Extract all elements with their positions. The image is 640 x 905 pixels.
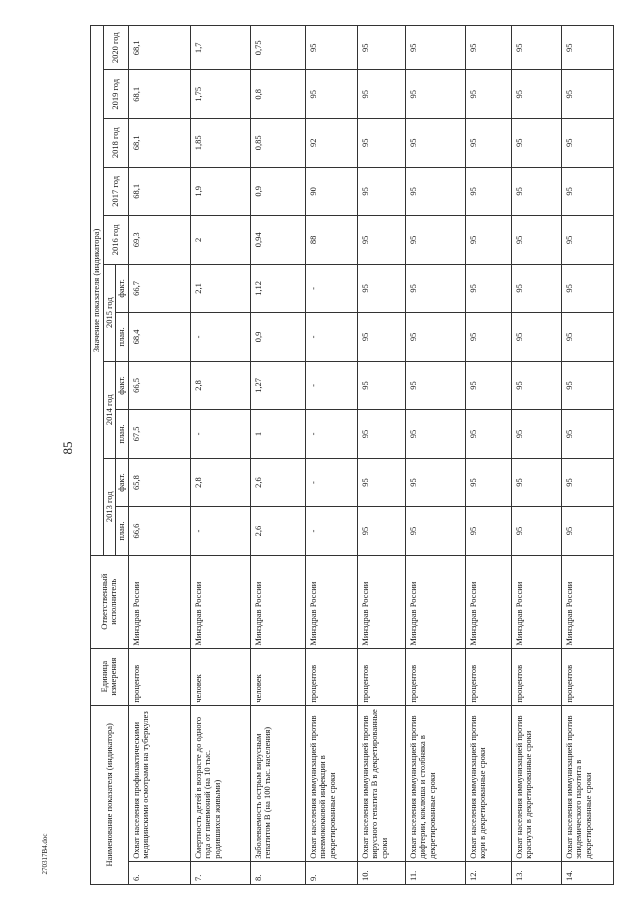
- value-cell: 0,75: [250, 26, 305, 71]
- header-plan-2013: план.: [116, 507, 129, 556]
- row-number: 12.: [465, 861, 511, 884]
- table-row: [357, 26, 405, 885]
- unit-cell: процентов: [305, 648, 357, 705]
- row-number: 9.: [305, 861, 357, 884]
- value-cell: 95: [561, 361, 613, 410]
- value-cell: 95: [357, 167, 405, 216]
- responsible-cell: Минздрав России: [561, 555, 613, 648]
- value-cell: 95: [561, 458, 613, 507]
- value-cell: 1,7: [190, 26, 250, 71]
- responsible-cell: Минздрав России: [357, 555, 405, 648]
- value-cell: 95: [511, 26, 561, 71]
- value-cell: 2: [190, 216, 250, 265]
- header-year-2017: 2017 год: [103, 167, 128, 216]
- header-fact-2015: факт.: [116, 264, 129, 313]
- value-cell: -: [190, 313, 250, 362]
- value-cell: 69,3: [128, 216, 190, 265]
- value-cell: 95: [357, 70, 405, 119]
- value-cell: 0,85: [250, 119, 305, 168]
- responsible-cell: Минздрав России: [250, 555, 305, 648]
- header-year-2016: 2016 год: [103, 216, 128, 265]
- value-cell: -: [305, 264, 357, 313]
- value-cell: 95: [465, 361, 511, 410]
- value-cell: 95: [465, 70, 511, 119]
- indicator-name: Охват населения профилактическими медицинскими осмотрами на туберкулез: [128, 705, 190, 861]
- unit-cell: процентов: [405, 648, 465, 705]
- unit-cell: человек: [190, 648, 250, 705]
- header-fact-2013: факт.: [116, 458, 129, 507]
- value-cell: 95: [405, 361, 465, 410]
- indicator-name: Смертность детей в возрасте до одного года от пневмоний (на 10 тыс. родившихся живыми): [190, 705, 250, 861]
- value-cell: 95: [465, 458, 511, 507]
- value-cell: 95: [511, 507, 561, 556]
- table-row: [190, 26, 250, 885]
- header-unit: Единица измерения: [91, 648, 129, 705]
- row-number: 10.: [357, 861, 405, 884]
- value-cell: 95: [561, 26, 613, 71]
- value-cell: 95: [561, 167, 613, 216]
- value-cell: 95: [357, 264, 405, 313]
- value-cell: 68,1: [128, 119, 190, 168]
- value-cell: 95: [405, 70, 465, 119]
- unit-cell: процентов: [357, 648, 405, 705]
- value-cell: 95: [405, 313, 465, 362]
- value-cell: 95: [465, 119, 511, 168]
- table-row: [465, 26, 511, 885]
- row-number: 11.: [405, 861, 465, 884]
- value-cell: 95: [405, 507, 465, 556]
- responsible-cell: Минздрав России: [305, 555, 357, 648]
- value-cell: 68,1: [128, 70, 190, 119]
- table-row: [305, 26, 357, 885]
- value-cell: 0,8: [250, 70, 305, 119]
- table-row: [511, 26, 561, 885]
- value-cell: 1,85: [190, 119, 250, 168]
- value-cell: 95: [357, 313, 405, 362]
- value-cell: 88: [305, 216, 357, 265]
- row-number: 14.: [561, 861, 613, 884]
- table-row: [250, 26, 305, 885]
- header-year-2013: 2013 год: [103, 458, 116, 555]
- value-cell: -: [190, 507, 250, 556]
- indicator-name: Охват населения иммунизацией против вирусного гепатита B в декретированные сроки: [357, 705, 405, 861]
- table-row: [561, 26, 613, 885]
- value-cell: 1: [250, 410, 305, 459]
- header-plan-2014: план.: [116, 410, 129, 459]
- header-indicator-name: Наименование показателя (индикатора): [91, 705, 129, 884]
- value-cell: 95: [405, 410, 465, 459]
- indicator-name: Охват населения иммунизацией против кори в декретированные сроки: [465, 705, 511, 861]
- indicator-table: [90, 25, 614, 885]
- value-cell: 66,6: [128, 507, 190, 556]
- value-cell: 67,5: [128, 410, 190, 459]
- responsible-cell: Минздрав России: [190, 555, 250, 648]
- value-cell: -: [190, 410, 250, 459]
- indicator-rows: [128, 26, 613, 885]
- value-cell: 68,1: [128, 26, 190, 71]
- value-cell: 95: [405, 458, 465, 507]
- value-cell: 95: [465, 507, 511, 556]
- value-cell: 95: [405, 119, 465, 168]
- value-cell: -: [305, 458, 357, 507]
- value-cell: 0,9: [250, 313, 305, 362]
- value-cell: 1,75: [190, 70, 250, 119]
- value-cell: 68,4: [128, 313, 190, 362]
- value-cell: 95: [405, 167, 465, 216]
- value-cell: 95: [511, 458, 561, 507]
- page-number: 85: [60, 441, 75, 455]
- value-cell: 0,94: [250, 216, 305, 265]
- value-cell: 95: [405, 216, 465, 265]
- responsible-cell: Минздрав России: [128, 555, 190, 648]
- value-cell: 95: [357, 26, 405, 71]
- value-cell: 95: [305, 26, 357, 71]
- value-cell: 92: [305, 119, 357, 168]
- unit-cell: процентов: [128, 648, 190, 705]
- value-cell: 68,1: [128, 167, 190, 216]
- responsible-cell: Минздрав России: [511, 555, 561, 648]
- table-row: [405, 26, 465, 885]
- value-cell: 95: [561, 313, 613, 362]
- value-cell: 95: [405, 264, 465, 313]
- header-year-2015: 2015 год: [103, 264, 116, 361]
- value-cell: 2,1: [190, 264, 250, 313]
- value-cell: 95: [357, 119, 405, 168]
- row-number: 13.: [511, 861, 561, 884]
- row-number: 7.: [190, 861, 250, 884]
- indicator-name: Охват населения иммунизацией против дифтерии, коклюша и столбняка в декретированные сроки: [405, 705, 465, 861]
- value-cell: 95: [561, 410, 613, 459]
- responsible-cell: Минздрав России: [465, 555, 511, 648]
- row-number: 8.: [250, 861, 305, 884]
- value-cell: 95: [465, 313, 511, 362]
- value-cell: 95: [511, 119, 561, 168]
- header-values: Значение показателя (индикатора): [91, 26, 104, 556]
- value-cell: 95: [465, 216, 511, 265]
- indicator-name: Заболеваемость острым вирусным гепатитом B (на 100 тыс. населения): [250, 705, 305, 861]
- value-cell: 66,7: [128, 264, 190, 313]
- value-cell: 2,8: [190, 361, 250, 410]
- responsible-cell: Минздрав России: [405, 555, 465, 648]
- header-year-2018: 2018 год: [103, 119, 128, 168]
- value-cell: -: [305, 410, 357, 459]
- table-row: [128, 26, 190, 885]
- value-cell: 95: [357, 410, 405, 459]
- value-cell: 95: [357, 458, 405, 507]
- value-cell: 90: [305, 167, 357, 216]
- indicator-name: Охват населения иммунизацией против краснухи в декретированные сроки: [511, 705, 561, 861]
- unit-cell: процентов: [511, 648, 561, 705]
- value-cell: 95: [511, 216, 561, 265]
- value-cell: 1,27: [250, 361, 305, 410]
- value-cell: 2,6: [250, 507, 305, 556]
- value-cell: 95: [561, 70, 613, 119]
- value-cell: 95: [357, 507, 405, 556]
- header-year-2020: 2020 год: [103, 26, 128, 71]
- value-cell: -: [305, 361, 357, 410]
- row-number: 6.: [128, 861, 190, 884]
- header-year-2019: 2019 год: [103, 70, 128, 119]
- value-cell: 95: [357, 361, 405, 410]
- value-cell: 1,9: [190, 167, 250, 216]
- value-cell: 95: [465, 26, 511, 71]
- value-cell: 95: [305, 70, 357, 119]
- value-cell: 95: [465, 264, 511, 313]
- rotated-table-container: [90, 25, 593, 885]
- value-cell: 95: [465, 167, 511, 216]
- value-cell: 95: [561, 119, 613, 168]
- indicator-name: Охват населения иммунизацией против пневмококковой инфекции в декретированные сроки: [305, 705, 357, 861]
- value-cell: 95: [511, 70, 561, 119]
- header-year-2014: 2014 год: [103, 361, 116, 458]
- value-cell: 95: [511, 167, 561, 216]
- value-cell: 95: [511, 410, 561, 459]
- header-fact-2014: факт.: [116, 361, 129, 410]
- value-cell: 65,8: [128, 458, 190, 507]
- value-cell: 95: [465, 410, 511, 459]
- value-cell: 95: [561, 264, 613, 313]
- value-cell: 95: [511, 313, 561, 362]
- value-cell: 95: [561, 507, 613, 556]
- value-cell: 95: [561, 216, 613, 265]
- value-cell: 1,12: [250, 264, 305, 313]
- value-cell: 95: [405, 26, 465, 71]
- unit-cell: процентов: [465, 648, 511, 705]
- value-cell: 2,8: [190, 458, 250, 507]
- unit-cell: процентов: [561, 648, 613, 705]
- value-cell: 95: [511, 264, 561, 313]
- header-plan-2015: план.: [116, 313, 129, 362]
- value-cell: 95: [357, 216, 405, 265]
- value-cell: 2,6: [250, 458, 305, 507]
- value-cell: 66,5: [128, 361, 190, 410]
- footer-filename: 270317В4.doc: [41, 833, 49, 875]
- value-cell: -: [305, 507, 357, 556]
- value-cell: 95: [511, 361, 561, 410]
- unit-cell: человек: [250, 648, 305, 705]
- value-cell: 0,9: [250, 167, 305, 216]
- indicator-name: Охват населения иммунизацией против эпидемического паротита в декретированные сроки: [561, 705, 613, 861]
- header-responsible: Ответственный исполнитель: [91, 555, 129, 648]
- value-cell: -: [305, 313, 357, 362]
